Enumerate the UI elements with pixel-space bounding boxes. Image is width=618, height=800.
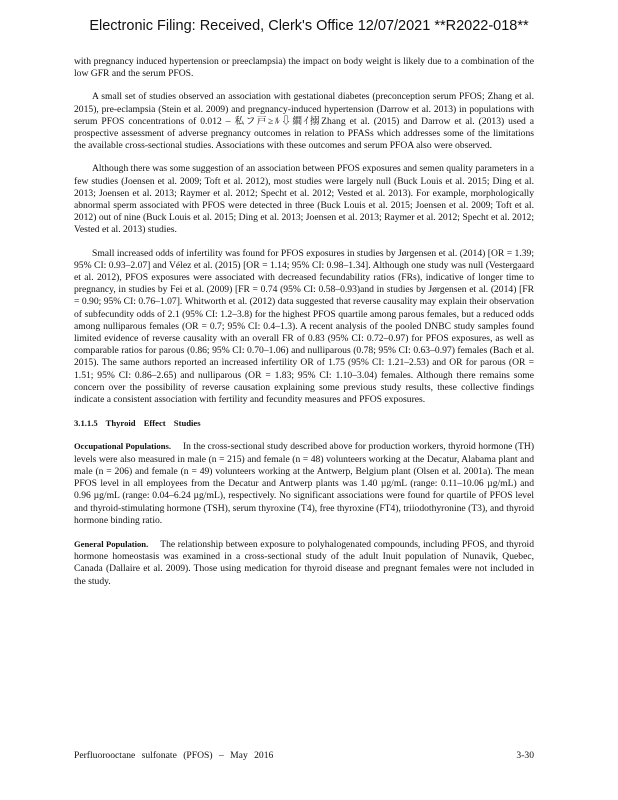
page-number: 3-30	[516, 750, 534, 761]
paragraph-pregnancy-hypertension: with pregnancy induced hypertension or preeclampsia) the impact on body weight is likely due to a combination of the low GFR and the serum PFOS.	[74, 56, 534, 80]
paragraph-semen-quality: Although there was some suggestion of an association between PFOS exposures and semen quality parameters in a few studies (Joensen et al. 2009; Toft et al. 2012), most studies were largely null (Buck Louis et al. 2015; Ding et al. 2013; Joensen et al. 2013; Raymer et al. 2012; Specht et al. 2012; Vested et al. 2013). For example, morphologically abnormal sperm associated with PFOS were detected in three (Buck Louis et al. 2015; Joensen et al. 2009; Toft et al. 2012) out of nine (Buck Louis et al. 2015; Ding et al. 2013; Joensen et al. 2013; Raymer et al. 2012; Specht et al. 2012; Vested et al. 2013) studies.	[74, 163, 534, 236]
occupational-text: In the cross-sectional study described above for production workers, thyroid hormone (TH) levels were also measured in male (n = 215) and female (n = 48) volunteers working at the Decatur, Alabama plant and male (n = 206) and female (n = 49) volunteers working at the Antwerp, Belgium plant (Olsen et al. 2001a). The mean PFOS level in all employees from the Decatur and Antwerp plants was 1.40 µg/mL (range: 0.11–10.06 µg/mL) and 0.96 µg/mL (range: 0.04–6.24 µg/mL), respectively. No significant associations were found for quartile of PFOS level and thyroid-stimulating hormone (TSH), serum thyroxine (T4), free thyroxine (FT4), triiodothyronine (T3), and thyroid hormone binding ratio.	[74, 441, 535, 526]
general-population-label: General Population.	[74, 538, 149, 549]
footer-document-title: Perfluorooctane sulfonate (PFOS) – May 2016	[74, 750, 274, 761]
paragraph-occupational	[74, 440, 534, 526]
paragraph-infertility: Small increased odds of infertility was found for PFOS exposures in studies by Jørgensen et al. (2014) [OR = 1.39; 95% CI: 0.93–2.07] and Vélez et al. (2015) [OR = 1.14; 95% CI: 0.98–1.34]. Although one study was null (Vestergaard et al. 2012), PFOS exposures were associated with decreased fecundability ratios (FRs), indicative of longer time to pregnancy, in studies by Fei et al. (2009) [FR = 0.74 (95% CI: 0.58–0.93)and in studies by Jørgensen et al. (2014) [FR = 0.90; 95% CI: 0.76–1.07]. Whitworth et al. (2012) data suggested that reverse causality may explain their observation of subfecundity odds of 2.1 (95% CI: 1.2–3.8) for the highest PFOS quartile among parous females, but a reduced odds among nulliparous females (OR = 0.7; 95% CI: 0.4–1.3). A recent analysis of the pooled DNBC study samples found limited evidence of reverse causality with an overall FR of 0.83 (95% CI: 0.72–0.97) for PFOS exposures, as well as comparable ratios for parous (0.86; 95% CI: 0.70–1.06) and nulliparous (0.78; 95% CI: 0.63–0.97) females (Bach et al. 2015). The same authors reported an increased infertility OR of 1.75 (95% CI: 1.21–2.53) and OR for parous (OR = 1.51; 95% CI: 0.86–2.65) and nulliparous (OR = 1.83; 95% CI: 1.10–3.04) females. Although there remains some concern over the possibility of reverse causation explaining some previous study results, these collective findings indicate a consistent association with fertility and fecundity measures and PFOS exposures.	[74, 247, 534, 406]
occupational-label: Occupational Populations.	[74, 441, 171, 452]
paragraph-general-population	[74, 538, 534, 588]
general-population-text: The relationship between exposure to polyhalogenated compounds, including PFOS, and thyroid hormone homeostasis was examined in a cross-sectional study of the adult Inuit population of Nunavik, Quebec, Canada (Dallaire et al. 2009). Those using medication for thyroid disease and pregnant females were not included in the study.	[74, 538, 534, 587]
paragraph-gestational-diabetes: A small set of studies observed an association with gestational diabetes (preconception serum PFOS; Zhang et al. 2015), pre-eclampsia (Stein et al. 2009) and pregnancy-induced hypertension (Darrow et al. 2013) in populations with serum PFOS concentrations of 0.012 – 私フ戸≥ﾙ⇩繝ｲ搦Zhang et al. (2015) and Darrow et al. (2013) used a prospective assessment of adverse pregnancy outcomes in relation to PFASs which addresses some of the limitations the available cross-sectional studies. Associations with these outcomes and serum PFOA also were observed.	[74, 91, 534, 152]
page-footer	[74, 750, 534, 761]
filing-header: Electronic Filing: Received, Clerk's Office 12/07/2021 **R2022-018**	[89, 18, 529, 34]
document-body	[74, 56, 534, 588]
section-heading-thyroid: 3.1.1.5 Thyroid Effect Studies	[74, 418, 201, 429]
